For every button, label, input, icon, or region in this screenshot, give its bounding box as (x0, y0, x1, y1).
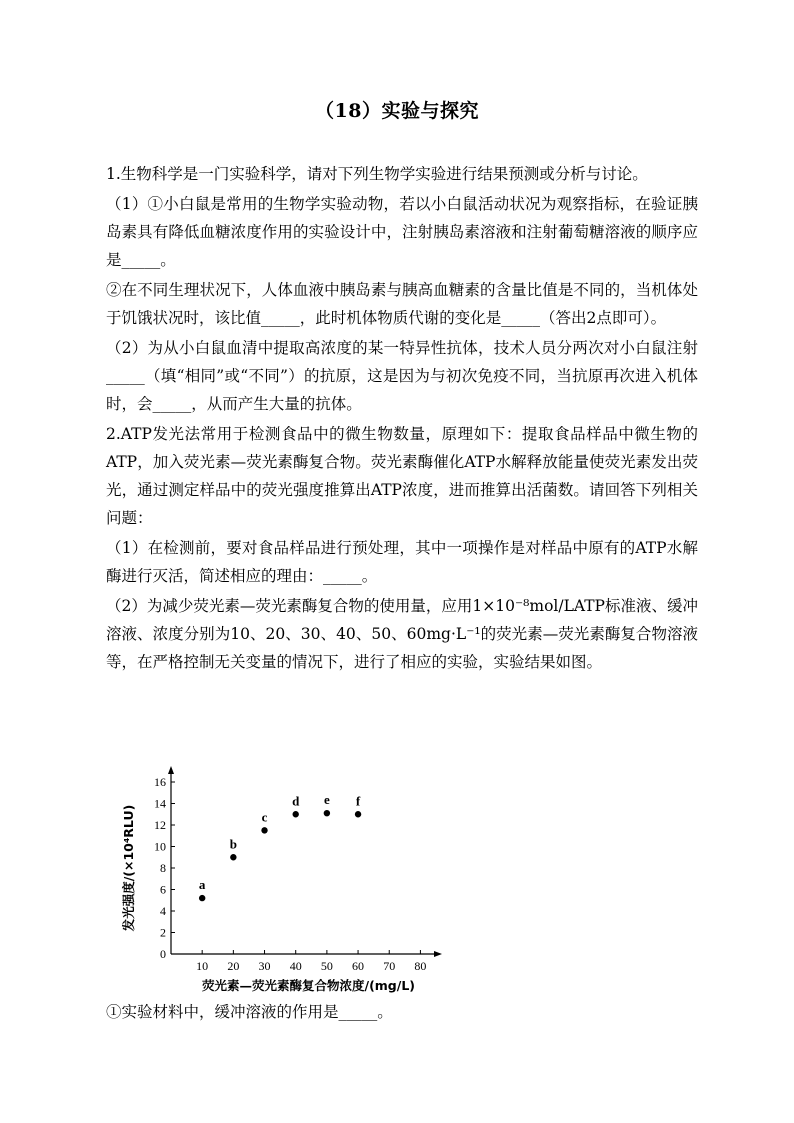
x-tick-label: 30 (258, 959, 271, 973)
y-tick-label: 6 (160, 882, 166, 897)
data-point (355, 811, 361, 817)
data-point (261, 827, 267, 833)
data-point-label: d (292, 793, 300, 809)
data-point (230, 854, 236, 860)
y-tick-label: 2 (160, 925, 166, 940)
x-axis-label: 荧光素—荧光素酶复合物浓度/(mg/L) (202, 978, 415, 993)
data-point-label: f (355, 793, 361, 809)
data-point-label: c (261, 809, 268, 825)
y-axis-arrow (168, 766, 174, 774)
y-axis-label: 发光强度/(×10⁴RLU) (121, 804, 136, 932)
data-point (324, 810, 330, 816)
y-tick-label: 16 (154, 775, 166, 789)
x-tick-label: 20 (227, 959, 240, 973)
paragraph-q1-2: （2）为从小白鼠血清中提取高浓度的某一特异性抗体，技术人员分两次对小白鼠注射_____（填“相同”或“不同”）的抗原，这是因为与初次免疫不同，当抗原再次进入机体时，会_____，从而产生大量的抗体。 (106, 339, 698, 413)
x-tick-label: 10 (196, 959, 209, 973)
y-tick-label: 12 (154, 818, 166, 832)
data-point-label: e (323, 792, 330, 808)
x-axis-arrow (434, 951, 442, 957)
paragraph-q1-1-2: ②在不同生理状况下，人体血液中胰岛素与胰高血糖素的含量比值是不同的，当机体处于饥饿状况时，该比值_____，此时机体物质代谢的变化是_____（答出2点即可）。 (106, 281, 698, 327)
y-tick-label: 4 (160, 904, 166, 918)
x-tick-label: 40 (289, 959, 302, 973)
data-point-label: b (229, 836, 237, 852)
data-point (293, 811, 299, 817)
paragraph-q2-2: （2）为减少荧光素—荧光素酶复合物的使用量，应用1×10⁻⁸mol/LATP标准液、缓冲溶液、浓度分别为10、20、30、40、50、60mg·L⁻¹的荧光素—荧光素酶复合物溶液等，在严格控制无关变量的情况下，进行了相应的实验，实验结果如图。 (106, 597, 698, 671)
y-tick-label: 14 (154, 796, 166, 811)
y-tick-label: 10 (154, 839, 166, 854)
page-title: （18）实验与探究 (315, 100, 479, 122)
paragraph-q2-2-1: ①实验材料中，缓冲溶液的作用是_____。 (106, 1003, 393, 1021)
data-point (199, 895, 205, 901)
x-tick-label: 60 (352, 959, 365, 973)
x-tick-label: 70 (383, 959, 396, 973)
x-tick-label: 50 (320, 959, 333, 973)
data-point-label: a (198, 877, 206, 893)
question-body (106, 160, 698, 676)
paragraph-q2-1: （1）在检测前，要对食品样品进行预处理，其中一项操作是对样品中原有的ATP水解酶进行灭活，简述相应的理由：_____。 (106, 539, 698, 585)
chart-svg (106, 760, 446, 1000)
x-tick-label: 80 (414, 959, 427, 973)
y-tick-label: 0 (160, 947, 166, 961)
scatter-chart (106, 760, 446, 1000)
paragraph-q1-1: （1）①小白鼠是常用的生物学实验动物，若以小白鼠活动状况为观察指标，在验证胰岛素具有降低血糖浓度作用的实验设计中，注射胰岛素溶液和注射葡萄糖溶液的顺序应是_____。 (106, 195, 698, 269)
question-followup (106, 998, 698, 1026)
y-tick-label: 8 (160, 861, 166, 875)
paragraph-q2-intro: 2.ATP发光法常用于检测食品中的微生物数量，原理如下：提取食品样品中微生物的ATP，加入荧光素—荧光素酶复合物。荧光素酶催化ATP水解释放能量使荧光素发出荧光，通过测定样品中的荧光强度推算出ATP浓度，进而推算出活菌数。请回答下列相关问题： (106, 425, 698, 527)
paragraph-q1-intro: 1.生物科学是一门实验科学，请对下列生物学实验进行结果预测或分析与讨论。 (106, 165, 648, 183)
